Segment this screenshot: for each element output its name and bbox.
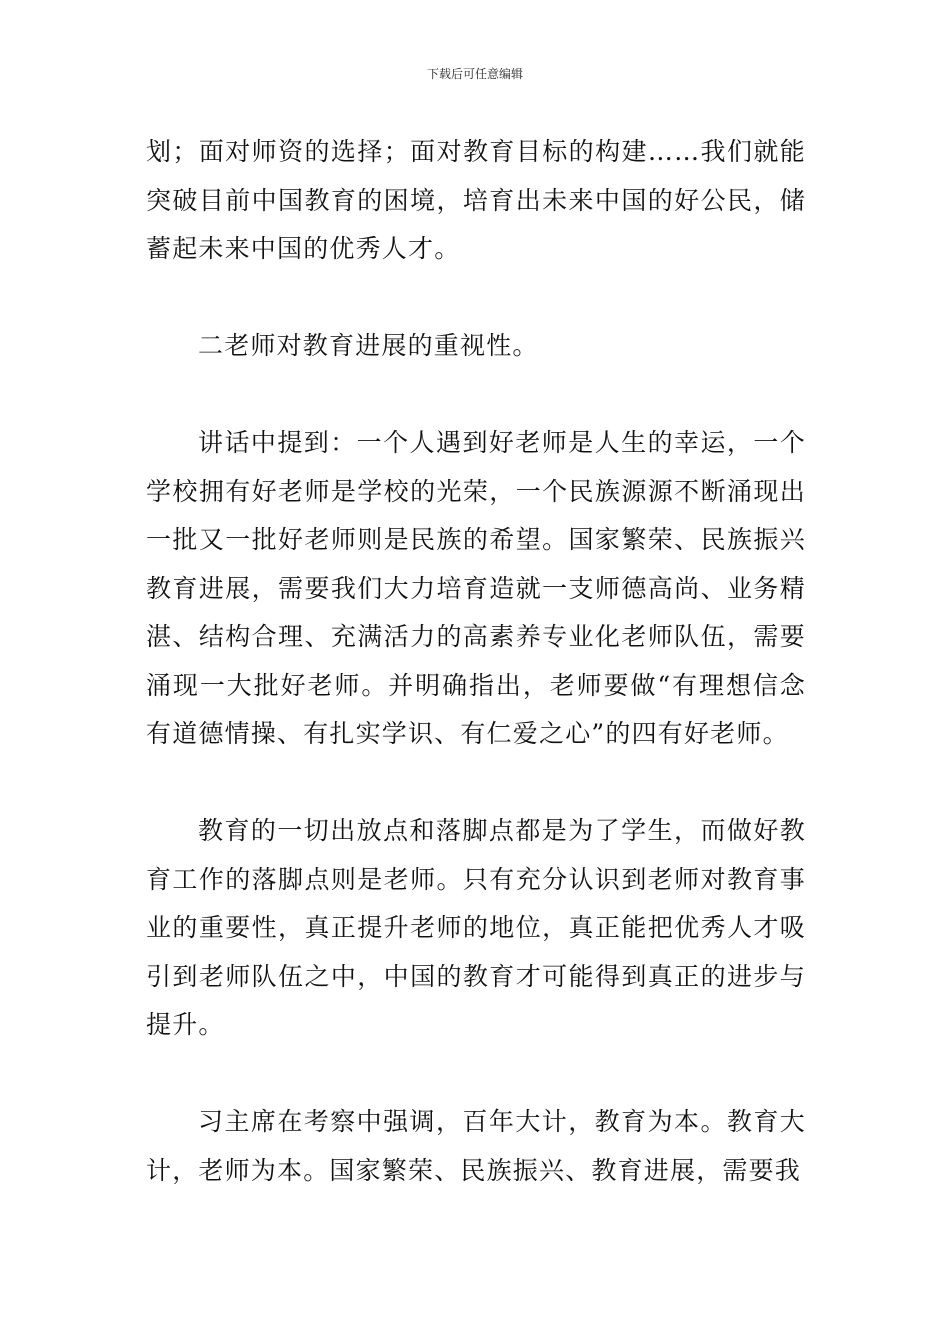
paragraph-continuation: 划；面对师资的选择；面对教育目标的构建……我们就能突破目前中国教育的困境，培育出未来中国的好公民，储蓄起未来中国的优秀人才。 bbox=[146, 137, 806, 263]
paragraph-spacer bbox=[146, 759, 806, 808]
section-heading: 二老师对教育进展的重视性。 bbox=[198, 331, 539, 360]
paragraph-spacer bbox=[146, 371, 806, 420]
page-header: 下载后可任意编辑 bbox=[426, 67, 523, 81]
paragraph: 讲话中提到：一个人遇到好老师是人生的幸运，一个学校拥有好老师是学校的光荣，一个民族源源不断涌现出一批又一批好老师则是民族的希望。国家繁荣、民族振兴教育进展，需要我们大力培育造就一支师德高尚、业务精湛、结构合理、充满活力的高素养专业化老师队伍，需要涌现一大批好老师。并明确指出，老师要做“有理想信念有道德情操、有扎实学识、有仁爱之心”的四有好老师。 bbox=[146, 428, 806, 748]
paragraph: 习主席在考察中强调，百年大计，教育为本。教育大计，老师为本。国家繁荣、民族振兴、教育进展，需要我 bbox=[146, 1107, 806, 1185]
document-body bbox=[146, 128, 806, 1195]
paragraph: 教育的一切出放点和落脚点都是为了学生，而做好教育工作的落脚点则是老师。只有充分认识到老师对教育事业的重要性，真正提升老师的地位，真正能把优秀人才吸引到老师队伍之中，中国的教育才可能得到真正的进步与提升。 bbox=[146, 816, 806, 1039]
paragraph-spacer bbox=[146, 1050, 806, 1099]
paragraph-spacer bbox=[146, 274, 806, 323]
